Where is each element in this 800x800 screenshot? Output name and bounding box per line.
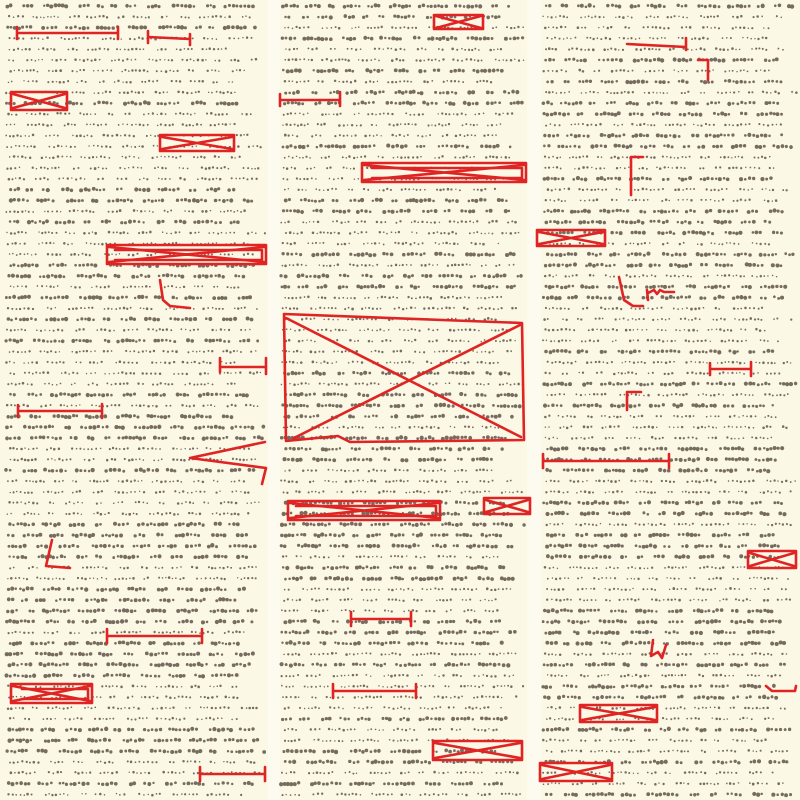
gutter-left (268, 0, 280, 800)
gutter-right (527, 0, 541, 800)
